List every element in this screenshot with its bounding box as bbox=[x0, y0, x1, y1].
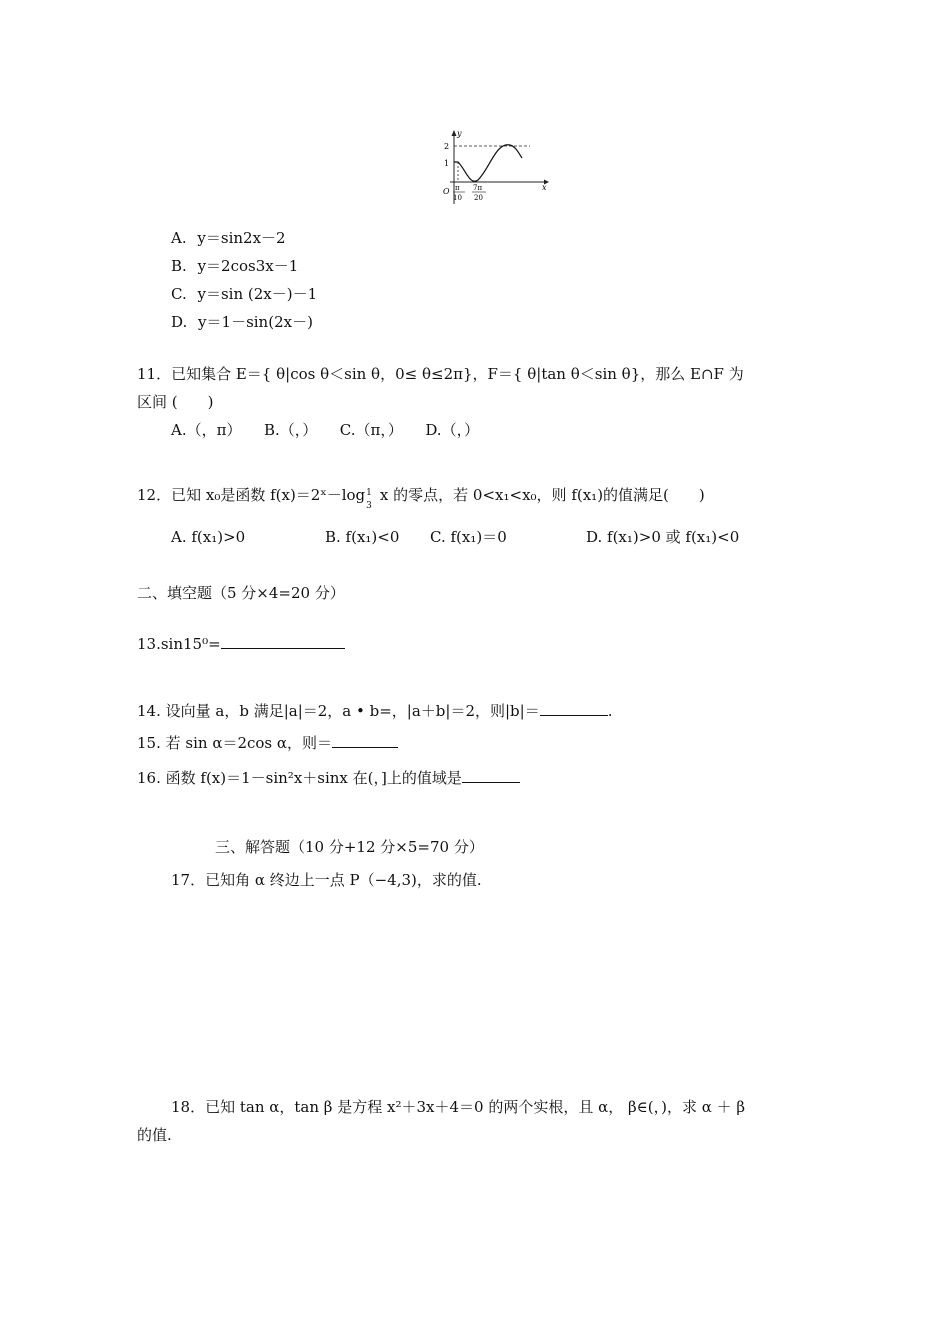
q14 bbox=[137, 701, 612, 721]
section-3-heading: 三、解答题（10 分+12 分×5=70 分） bbox=[215, 838, 484, 856]
q12-text-after: x 的零点，若 0<x₁<x₀，则 f(x₁)的值满足( ) bbox=[375, 486, 705, 504]
q12-log-base-num: 1 bbox=[366, 488, 372, 498]
q10-option-a-expr: y＝sin2x－2 bbox=[197, 229, 286, 247]
q18-line-2: 的值. bbox=[137, 1126, 172, 1144]
q14-answer-blank[interactable] bbox=[540, 701, 608, 716]
q10-option-d bbox=[171, 312, 313, 332]
x-axis-label: x bbox=[542, 183, 547, 192]
origin-label: O bbox=[443, 187, 450, 196]
q18-line-1: 18．已知 tan α，tan β 是方程 x²＋3x＋4＝0 的两个实根，且 α， β∈(，)，求 α ＋ β bbox=[171, 1098, 746, 1116]
q16 bbox=[137, 768, 520, 788]
q10-option-a bbox=[171, 228, 286, 248]
q10-option-a-letter: A. bbox=[171, 229, 187, 247]
q12-option-a: A. f(x₁)>0 bbox=[171, 528, 246, 546]
q10-option-b bbox=[171, 256, 298, 276]
q17: 17．已知角 α 终边上一点 P（−4,3)，求的值. bbox=[171, 871, 482, 889]
q15 bbox=[137, 733, 398, 753]
x-tick-2-numerator: 7π bbox=[473, 184, 483, 192]
x-tick-1-denominator: 10 bbox=[453, 194, 462, 202]
q12-option-b: B. f(x₁)<0 bbox=[325, 528, 400, 546]
q10-option-d-letter: D. bbox=[171, 313, 188, 331]
q10-option-b-expr: y＝2cos3x－1 bbox=[197, 257, 299, 275]
q13-text: 13.sin15⁰= bbox=[137, 635, 221, 653]
y-tick-2: 2 bbox=[444, 142, 450, 151]
q16-text: 16. 函数 f(x)＝1－sin²x＋sinx 在(，]上的值域是 bbox=[137, 769, 462, 787]
section-2-heading: 二、填空题（5 分×4=20 分） bbox=[137, 584, 345, 602]
q16-answer-blank[interactable] bbox=[462, 768, 520, 783]
q15-answer-blank[interactable] bbox=[332, 733, 398, 748]
q10-option-c bbox=[171, 284, 317, 304]
q12-text: 12．已知 x₀是函数 f(x)＝2ˣ－log bbox=[137, 486, 366, 504]
q12-log-base bbox=[365, 485, 375, 511]
y-tick-1: 1 bbox=[444, 159, 450, 168]
q10-option-b-letter: B. bbox=[171, 257, 187, 275]
y-axis-label: y bbox=[457, 129, 462, 138]
q14-text: 14. 设向量 a，b 满足|a|＝2，a • b=，|a＋b|＝2，则|b|＝ bbox=[137, 702, 540, 720]
q14-end: . bbox=[607, 702, 613, 720]
q13 bbox=[137, 634, 345, 654]
y-axis-arrow bbox=[452, 130, 457, 136]
q11-line-1: 11．已知集合 E＝{ θ|cos θ＜sin θ，0≤ θ≤2π}，F＝{ θ|tan θ＜sin θ}，那么 E∩F 为 bbox=[137, 365, 744, 383]
q13-answer-blank[interactable] bbox=[221, 634, 345, 649]
q12-log-base-den: 3 bbox=[366, 501, 372, 511]
x-tick-2-denominator: 20 bbox=[474, 194, 483, 202]
q11-options: A.（，π） B.（，） C.（π，） D.（，） bbox=[171, 421, 480, 439]
q10-option-c-letter: C. bbox=[171, 285, 187, 303]
sine-curve bbox=[454, 145, 522, 182]
q10-option-c-expr: y＝sin (2x－)－1 bbox=[197, 285, 318, 303]
function-graph bbox=[436, 128, 556, 208]
q10-option-d-expr: y＝1－sin(2x－) bbox=[198, 313, 313, 331]
q11-line-2: 区间 ( ) bbox=[137, 393, 214, 411]
q12-option-c: C. f(x₁)＝0 bbox=[430, 528, 507, 546]
q12-option-d: D. f(x₁)>0 或 f(x₁)<0 bbox=[586, 528, 740, 546]
x-tick-1-numerator: π bbox=[455, 184, 460, 192]
q12-stem bbox=[137, 485, 705, 511]
q15-text: 15. 若 sin α＝2cos α，则＝ bbox=[137, 734, 333, 752]
